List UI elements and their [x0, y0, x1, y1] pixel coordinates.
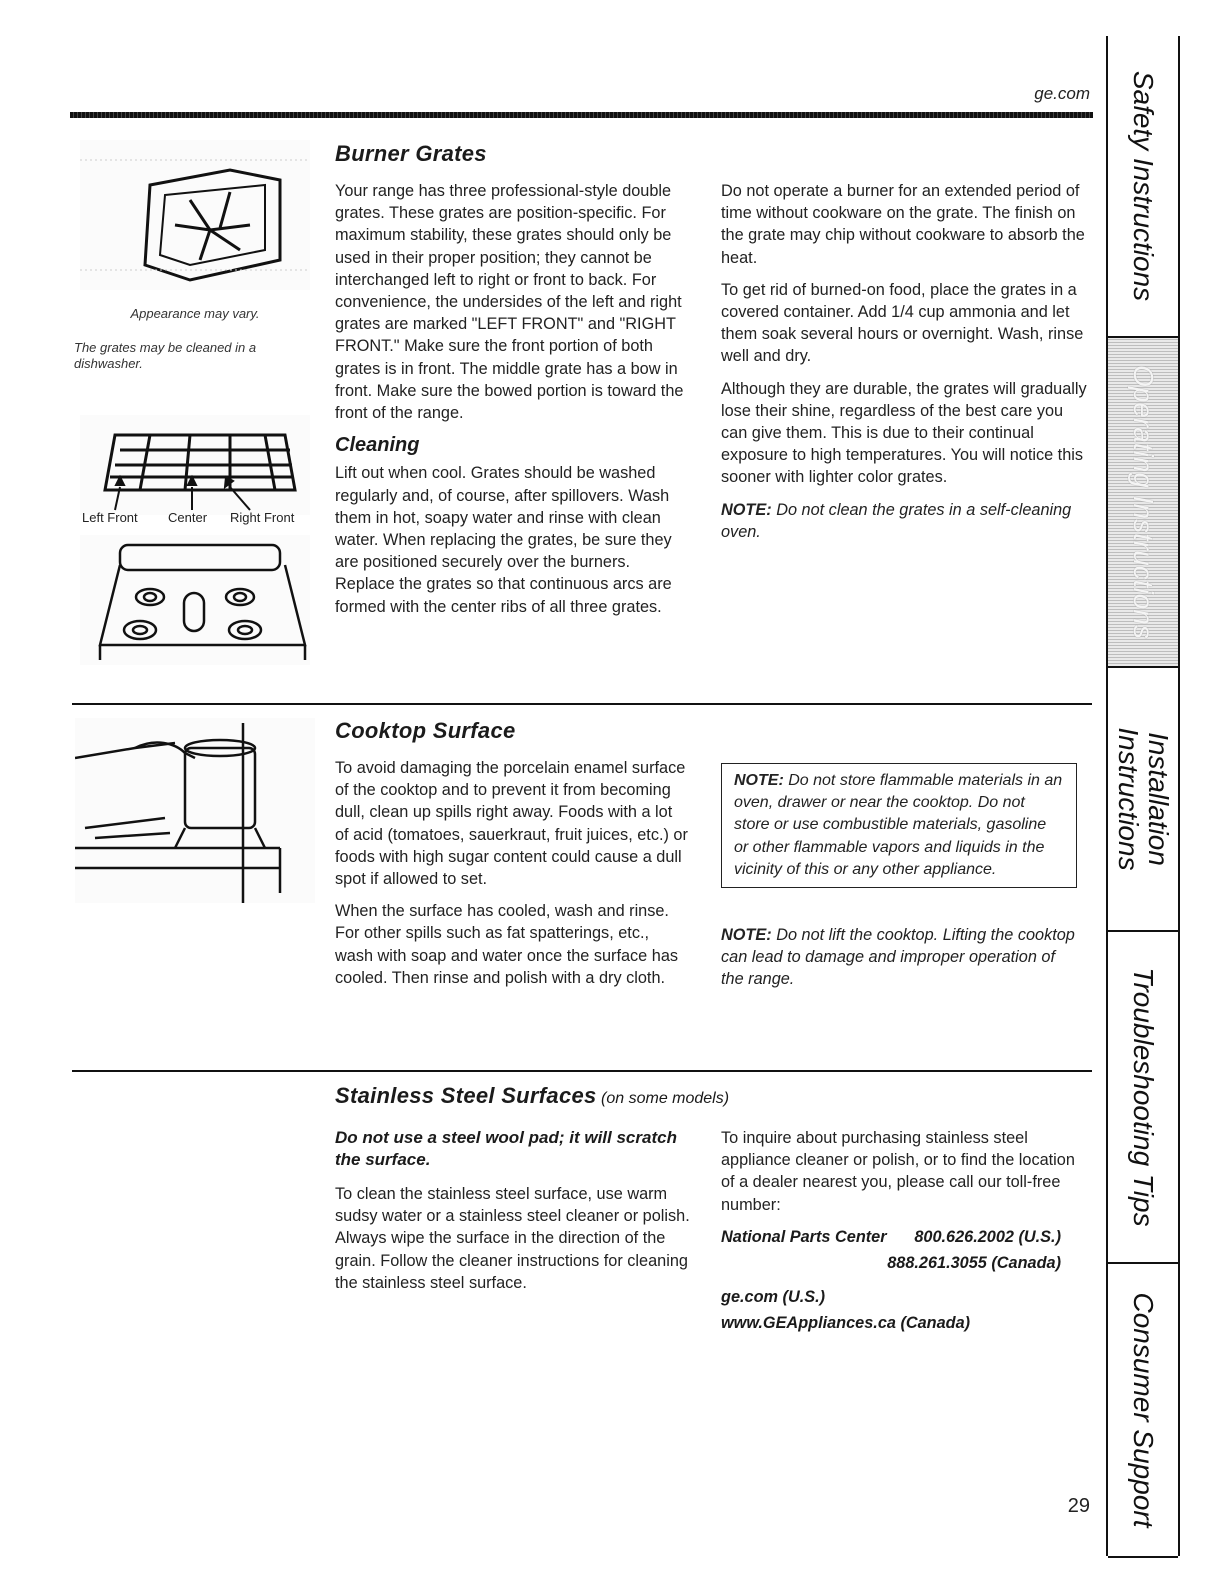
- tab-troubleshooting-tips[interactable]: [1108, 932, 1178, 1264]
- header-rule: [70, 112, 1093, 118]
- note-label: NOTE:: [721, 500, 772, 519]
- contact-us-row: [721, 1224, 1091, 1250]
- stainless-subtitle: (on some models): [601, 1090, 730, 1107]
- cooktop-lift-note: [721, 924, 1081, 991]
- stainless-right-column: [721, 1127, 1091, 1336]
- burner-grates-left-column: [335, 180, 690, 628]
- stainless-title: Stainless Steel Surfaces: [335, 1083, 597, 1108]
- label-right-front: Right Front: [230, 510, 295, 525]
- cooktop-wiping-illustration: [75, 718, 315, 903]
- steel-wool-warning: Do not use a steel wool pad; it will scratch the surface.: [335, 1128, 677, 1169]
- contact-name: National Parts Center: [721, 1227, 887, 1246]
- caption-appearance: Appearance may vary.: [130, 306, 260, 321]
- tab-label: Safety Instructions: [1128, 70, 1159, 302]
- section-title-cooktop-surface: Cooktop Surface: [335, 718, 516, 743]
- page-number: 29: [1067, 1495, 1090, 1517]
- grate-self-clean-note: [721, 499, 1091, 543]
- section-title-burner-grates: Burner Grates: [335, 141, 487, 166]
- note-label: NOTE:: [734, 772, 784, 789]
- note-text: Do not lift the cooktop. Lifting the cooktop can lead to damage and improper operation of the range.: [721, 926, 1075, 989]
- phone-us[interactable]: 800.626.2002 (U.S.): [914, 1227, 1061, 1246]
- label-left-front: Left Front: [82, 510, 138, 525]
- note-label: NOTE:: [721, 926, 772, 944]
- tab-installation-instructions[interactable]: [1108, 668, 1178, 932]
- web-us-link[interactable]: ge.com (U.S.): [721, 1287, 826, 1306]
- tab-consumer-support[interactable]: [1108, 1264, 1178, 1558]
- side-tab-column: [1106, 36, 1180, 1556]
- cleaning-paragraph: Lift out when cool. Grates should be washed regularly and, of course, after spillovers. Wash them in hot, soapy water and rinse with clean water. When replacing the grates, be sure they are positioned securely over the burners. Replace the grates so that continuous arcs are formed with the center ribs of all three grates.: [335, 464, 672, 616]
- section-divider: [72, 1070, 1092, 1072]
- tab-label: Consumer Support: [1128, 1292, 1159, 1528]
- note-text: Do not clean the grates in a self-cleaning oven.: [721, 500, 1072, 541]
- flammable-warning-box: [721, 763, 1077, 888]
- section-title-stainless: [335, 1083, 729, 1109]
- purchase-info-paragraph: To inquire about purchasing stainless steel appliance cleaner or polish, or to find the location of a dealer nearest you, please call our toll-free number:: [721, 1129, 1075, 1214]
- subsection-title-cleaning: Cleaning: [335, 434, 420, 457]
- grate-ammonia-paragraph: To get rid of burned-on food, place the grates in a covered container. Add 1/4 cup ammonia and let them soak several hours or overnight. Wash, rinse well and dry.: [721, 280, 1084, 366]
- burner-grates-right-column: [721, 180, 1091, 553]
- three-grates-illustration: [80, 415, 310, 515]
- grate-shine-paragraph: Although they are durable, the grates will gradually lose their shine, regardless of the best care you can give them. This is due to their continual exposure to high temperatures. You will notice this sooner with lighter color grates.: [721, 379, 1087, 487]
- burner-grates-paragraph: Your range has three professional-style double grates. These grates are position-specific. For maximum stability, these grates should only be used in their proper position; they cannot be interchanged left to right or front to back. For convenience, the undersides of the left and right grates are marked "LEFT FRONT" and "RIGHT FRONT." Make sure the front portion of both grates is in front. The middle grate has a bow in front. Make sure the bowed portion is toward the front of the range.: [335, 182, 684, 423]
- cooktop-burners-illustration: [80, 535, 310, 665]
- phone-canada[interactable]: 888.261.3055 (Canada): [887, 1253, 1061, 1272]
- tab-label: Operating Instructions: [1128, 365, 1159, 639]
- contact-canada-row: [721, 1250, 1091, 1284]
- grate-cookware-paragraph: Do not operate a burner for an extended period of time without cookware on the grate. The finish on the grate may chip without cookware to absorb the heat.: [721, 182, 1085, 267]
- site-url: ge.com: [1034, 84, 1090, 103]
- section-divider: [72, 703, 1092, 705]
- cooktop-paragraph-2: When the surface has cooled, wash and rinse. For other spills such as fat spatterings, etc., wash with soap and water once the surface has cooled. Then rinse and polish with a dry cloth.: [335, 902, 679, 987]
- stainless-cleaning-paragraph: To clean the stainless steel surface, use warm sudsy water or a stainless steel cleaner or polish. Always wipe the surface in the direction of the grain. Follow the cleaner instructions for cleaning the stainless steel surface.: [335, 1185, 690, 1292]
- tab-label: Installation Instructions: [1113, 727, 1174, 871]
- tab-label: Troubleshooting Tips: [1128, 967, 1159, 1227]
- label-center: Center: [168, 510, 208, 525]
- stainless-left-column: [335, 1127, 700, 1294]
- tab-operating-instructions[interactable]: [1108, 338, 1178, 668]
- web-canada-link[interactable]: www.GEAppliances.ca (Canada): [721, 1313, 971, 1332]
- cooktop-paragraph-1: To avoid damaging the porcelain enamel surface of the cooktop and to prevent it from becoming dull, clean up spills right away. Foods with a lot of acid (tomatoes, sauerkraut, fruit juices, etc.) or foods with high sugar content could cause a dull spot if allowed to set.: [335, 759, 688, 889]
- single-grate-illustration: [80, 140, 310, 290]
- note-text: Do not store flammable materials in an oven, drawer or near the cooktop. Do not store or use combustible materials, gasoline or other flammable vapors and liquids in the vicinity of this or any other appliance.: [734, 772, 1063, 878]
- tab-safety-instructions[interactable]: [1108, 36, 1178, 338]
- caption-dishwasher: The grates may be cleaned in a dishwasher.: [74, 340, 257, 371]
- cooktop-left-column: [335, 757, 690, 999]
